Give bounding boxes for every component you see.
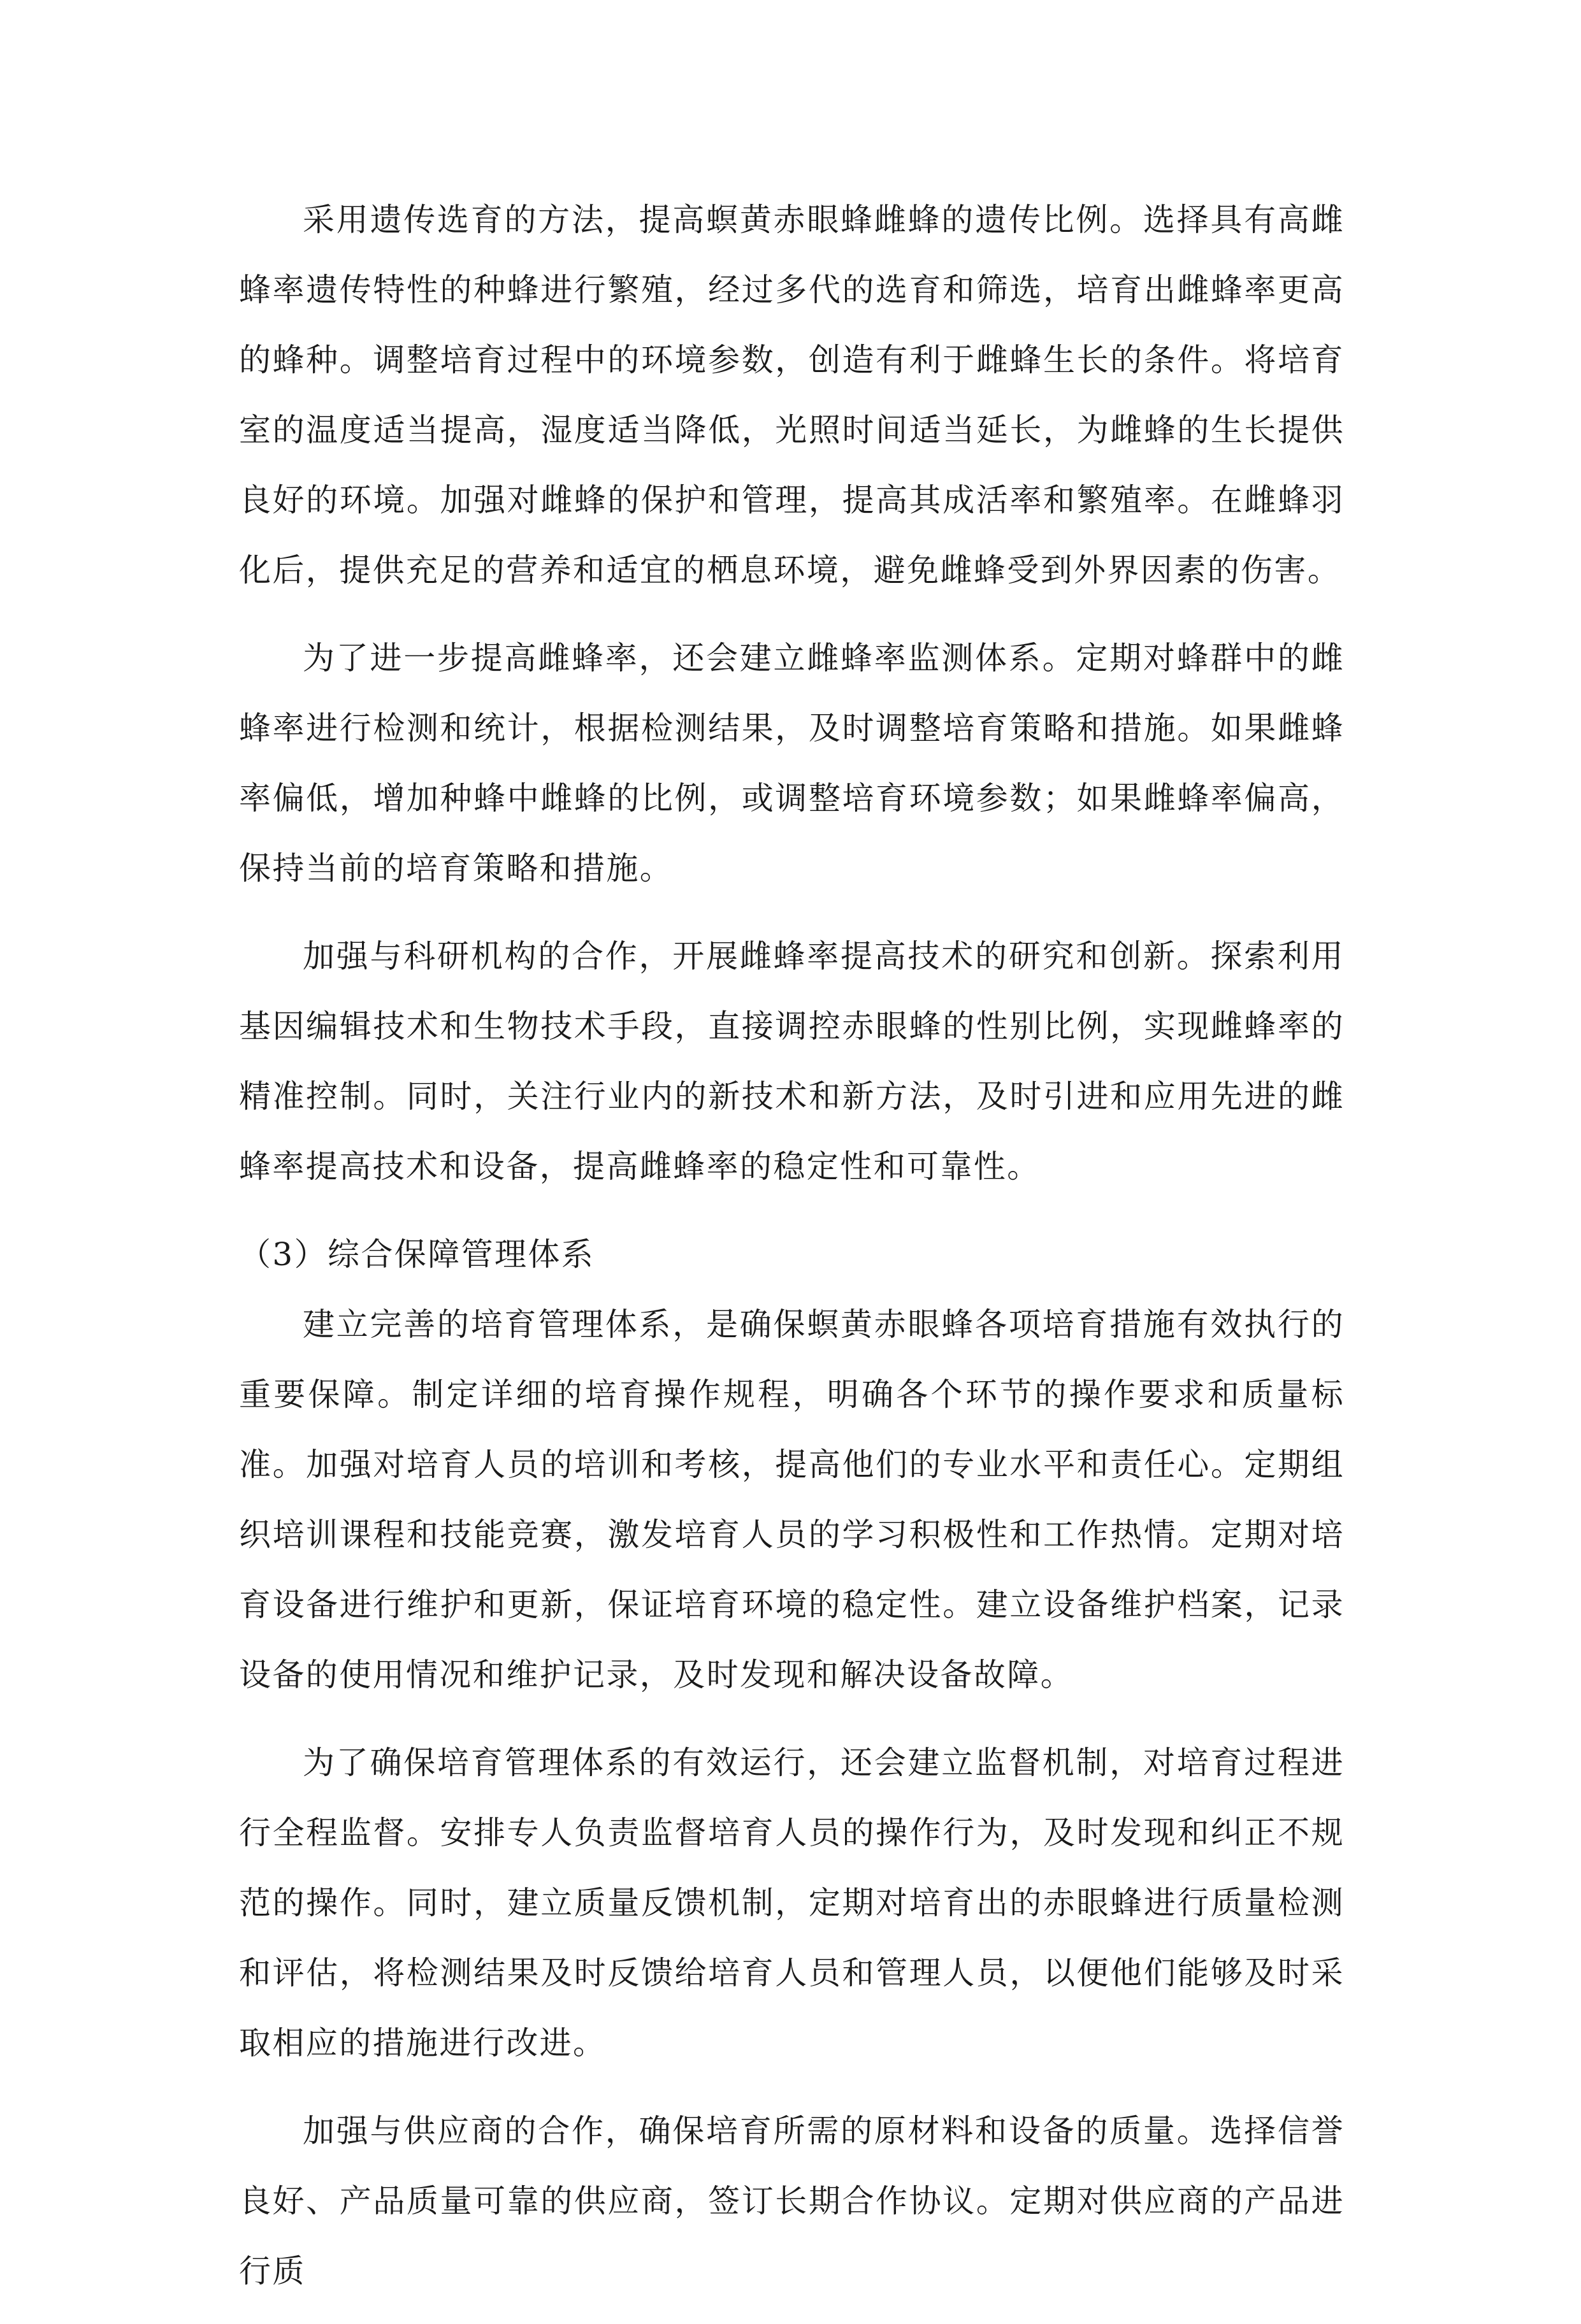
document-body: [239, 185, 1345, 2324]
paragraph-management-system: 建立完善的培育管理体系，是确保螟黄赤眼蜂各项培育措施有效执行的重要保障。制定详细的培育操作规程，明确各个环节的操作要求和质量标准。加强对培育人员的培训和考核，提高他们的专业水平和责任心。定期组织培训课程和技能竞赛，激发培育人员的学习积极性和工作热情。定期对培育设备进行维护和更新，保证培育环境的稳定性。建立设备维护档案，记录设备的使用情况和维护记录，及时发现和解决设备故障。: [239, 1306, 1345, 1693]
paragraph-research-cooperation: 加强与科研机构的合作，开展雌蜂率提高技术的研究和创新。探索利用基因编辑技术和生物技术手段，直接调控赤眼蜂的性别比例，实现雌蜂率的精准控制。同时，关注行业内的新技术和新方法，及时引进和应用先进的雌蜂率提高技术和设备，提高雌蜂率的稳定性和可靠性。: [239, 938, 1345, 1185]
section-heading: （3）综合保障管理体系: [239, 1236, 595, 1273]
paragraph-genetic-selection: 采用遗传选育的方法，提高螟黄赤眼蜂雌蜂的遗传比例。选择具有高雌蜂率遗传特性的种蜂进行繁殖，经过多代的选育和筛选，培育出雌蜂率更高的蜂种。调整培育过程中的环境参数，创造有利于雌蜂生长的条件。将培育室的温度适当提高，湿度适当降低，光照时间适当延长，为雌蜂的生长提供良好的环境。加强对雌蜂的保护和管理，提高其成活率和繁殖率。在雌蜂羽化后，提供充足的营养和适宜的栖息环境，避免雌蜂受到外界因素的伤害。: [239, 201, 1345, 589]
paragraph-supervision-mechanism: 为了确保培育管理体系的有效运行，还会建立监督机制，对培育过程进行全程监督。安排专人负责监督培育人员的操作行为，及时发现和纠正不规范的操作。同时，建立质量反馈机制，定期对培育出的赤眼蜂进行质量检测和评估，将检测结果及时反馈给培育人员和管理人员，以便他们能够及时采取相应的措施进行改进。: [239, 1744, 1345, 2062]
paragraph-supplier-cooperation: 加强与供应商的合作，确保培育所需的原材料和设备的质量。选择信誉良好、产品质量可靠的供应商，签订长期合作协议。定期对供应商的产品进行质: [239, 2112, 1345, 2290]
paragraph-monitoring-system: 为了进一步提高雌蜂率，还会建立雌蜂率监测体系。定期对蜂群中的雌蜂率进行检测和统计，根据检测结果，及时调整培育策略和措施。如果雌蜂率偏低，增加种蜂中雌蜂的比例，或调整培育环境参数；如果雌蜂率偏高，保持当前的培育策略和措施。: [239, 640, 1345, 887]
